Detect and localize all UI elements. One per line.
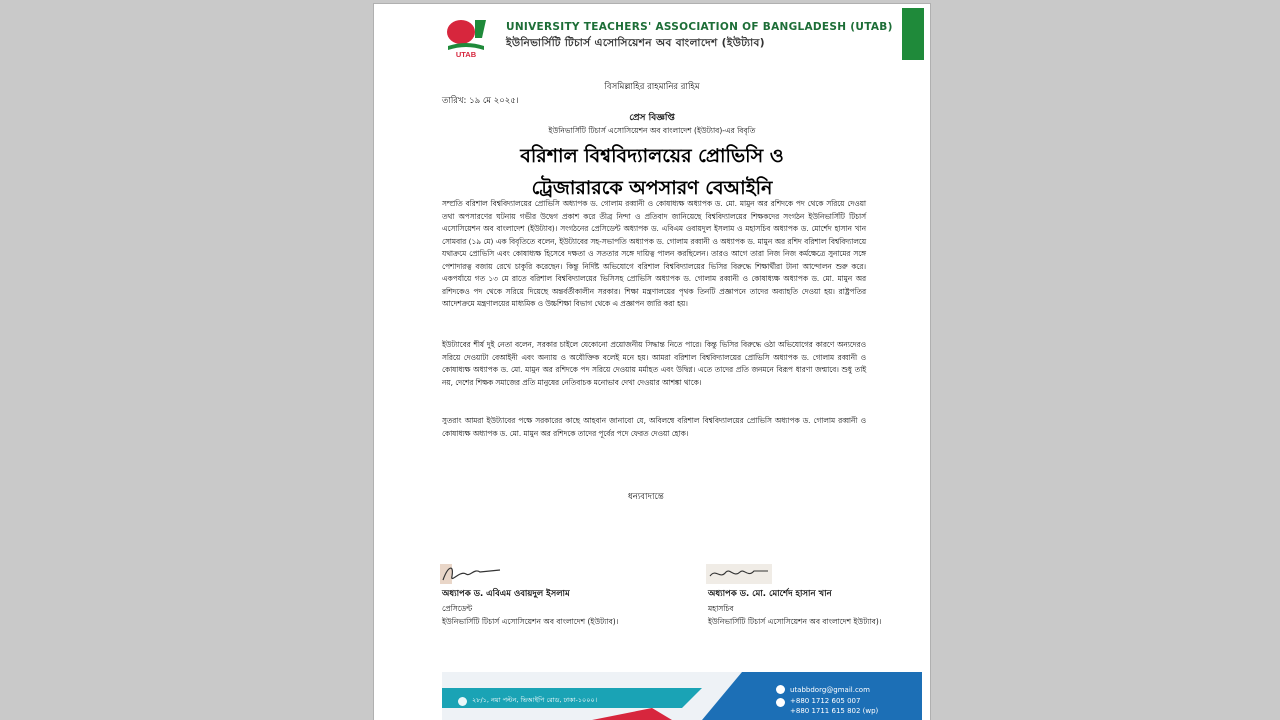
org-name-english: UNIVERSITY TEACHERS' ASSOCIATION OF BANGLADESH (UTAB) (506, 21, 893, 33)
location-icon (458, 697, 467, 706)
bismillah: বিসমিল্লাহির রাহমানির রাহিম (604, 82, 700, 92)
footer-phone-2[interactable]: +880 1711 615 802 (wp) (790, 707, 879, 715)
statement-by: ইউনিভার্সিটি টিচার্স এসোসিয়েশন অব বাংলাদেশ (ইউট্যাব)-এর বিবৃতি (548, 126, 756, 135)
header-accent-bar (902, 8, 924, 60)
footer-address: ২৮/১, নয়া পল্টন, ভিআইপি রোড, ঢাকা-১০০০। (472, 696, 598, 704)
signature-president-icon (440, 560, 512, 586)
logo-text: UTAB (455, 50, 477, 59)
org-name-bangla: ইউনিভার্সিটি টিচার্স এসোসিয়েশন অব বাংলাদেশ (ইউট্যাব) (506, 37, 765, 49)
headline-line-1: বরিশাল বিশ্ববিদ্যালয়ের প্রোভিসি ও (520, 145, 784, 167)
utab-logo-icon (442, 16, 490, 60)
footer-phone-1[interactable]: +880 1712 605 007 (790, 697, 861, 705)
signatory-2-name: অধ্যাপক ড. মো. মোর্শেদ হাসান খান (708, 589, 832, 599)
phone-icon (776, 698, 785, 707)
closing-thanks: ধন্যবাদান্তে (628, 492, 664, 502)
press-release-page (374, 4, 930, 720)
signatory-1-role: প্রেসিডেন্ট (442, 604, 473, 613)
signatory-2-org: ইউনিভার্সিটি টিচার্স এসোসিয়েশন অব বাংলাদেশ ইউট্যাব)। (708, 617, 882, 626)
press-release-title: প্রেস বিজ্ঞপ্তি (629, 113, 675, 123)
footer-email[interactable]: utabbdorg@gmail.com (790, 686, 870, 694)
letterhead-footer (442, 672, 922, 720)
paragraph-1: সম্প্রতি বরিশাল বিশ্ববিদ্যালয়ের প্রোভিসি অধ্যাপক ড. গোলাম রব্বানী ও কোষাধ্যক্ষ অধ্যাপক ড. মো. মামুন অর রশিদকে পদ থেকে সরিয়ে দেওয়া তথা অপসারণের ঘটনায় গভীর উদ্বেগ প্রকাশ করে তীব্র নিন্দা ও প্রতিবাদ জানিয়েছে বিশ্ববিদ্যালয়ের শিক্ষকদের সংগঠন ইউনিভার্সিটি টিচার্স এসোসিয়েশন অব বাংলাদেশ (ইউট্যাব)। সংগঠনের প্রেসিডেন্ট অধ্যাপক ড. এবিএম ওবায়দুল ইসলাম ও মহাসচিব অধ্যাপক ড. মোর্শেদ হাসান খান সোমবার (১৯ মে) এক বিবৃতিতে বলেন, ইউট্যাবের সহ-সভাপতি অধ্যাপক ড. গোলাম রব্বানী ও অধ্যাপক ড. মামুন অর রশিদ বরিশাল বিশ্ববিদ্যালয়ে যথাক্রমে প্রোভিসি এবং কোষাধ্যক্ষ হিসেবে দক্ষতা ও সততার সঙ্গে দায়িত্ব পালন করছিলেন। তারও আগে তারা নিজ নিজ কর্মক্ষেত্রে সুনামের সঙ্গে পেশাদারত্ব বজায় রেখে চাকুরি করেছেন। কিন্তু নির্দিষ্ট অভিযোগে বরিশাল বিশ্ববিদ্যালয়ের ভিসির বিরুদ্ধে শিক্ষার্থীরা টানা আন্দোলন শুরু করে। একপর্যায়ে গত ১৩ মে রাতে বরিশাল বিশ্ববিদ্যালয়ের ভিসিসহ প্রোভিসি অধ্যাপক ড. গোলাম রব্বানী ও কোষাধ্যক্ষ অধ্যাপক ড. মো. মামুন অর রশিদকেও পদ থেকে সরিয়ে দিয়েছে অন্তর্বর্তীকালীন সরকার। শিক্ষা মন্ত্রণালয়ের পৃথক তিনটি প্রজ্ঞাপনে তাদের অব্যাহতি দেওয়া হয়। রাষ্ট্রপতির আদেশক্রমে মন্ত্রণালয়ের মাধ্যমিক ও উচ্চশিক্ষা বিভাগ থেকে এ প্রজ্ঞাপন জারি করা হয়। (442, 199, 866, 308)
signatory-1-name: অধ্যাপক ড. এবিএম ওবায়দুল ইসলাম (442, 589, 570, 599)
signatory-2-role: মহাসচিব (708, 604, 734, 613)
release-date: তারিখ: ১৯ মে ২০২৫। (442, 96, 519, 106)
email-icon (776, 685, 785, 694)
signature-secretary-icon (706, 562, 776, 586)
paragraph-3: সুতরাং আমরা ইউট্যাবের পক্ষে সরকারের কাছে আহবান জানাবো যে, অবিলম্বে বরিশাল বিশ্ববিদ্যালয়ের প্রোভিসি অধ্যাপক ড. গোলাম রব্বানী ও কোষাধ্যক্ষ অধ্যাপক ড. মো. মামুন অর রশিদকে তাদের পূর্বের পদে ফেরত দেওয়া হোক। (442, 416, 866, 438)
signatory-1-org: ইউনিভার্সিটি টিচার্স এসোসিয়েশন অব বাংলাদেশ (ইউট্যাব)। (442, 617, 619, 626)
headline-line-2: ট্রেজারারকে অপসারণ বেআইনি (531, 177, 773, 199)
paragraph-2: ইউট্যাবের শীর্ষ দুই নেতা বলেন, সরকার চাইলে যেকোনো প্রয়োজনীয় সিদ্ধান্ত নিতে পারে। কিন্তু ভিসির বিরুদ্ধে ওঠা অভিযোগের কারণে অন্যদেরও সরিয়ে দেওয়াটা বেআইনী এবং অন্যায় ও অযৌক্তিক বলেই মনে হয়। আমরা বরিশাল বিশ্ববিদ্যালয়ের প্রোভিসি অধ্যাপক ড. গোলাম রব্বানী ও কোষাধ্যক্ষ অধ্যাপক ড. মো. মামুন অর রশিদকে পদ সরিয়ে দেওয়ায় মর্মাহত এবং উদ্বিগ্ন। এতে তাদের প্রতি জনমনে বিরূপ ধারণা জন্মাবে। শুধু তাই নয়, দেশের শিক্ষক সমাজের প্রতি মানুষের নেতিবাচক মনোভাব দেখা দেওয়ার আশঙ্কা থাকে। (442, 340, 866, 387)
